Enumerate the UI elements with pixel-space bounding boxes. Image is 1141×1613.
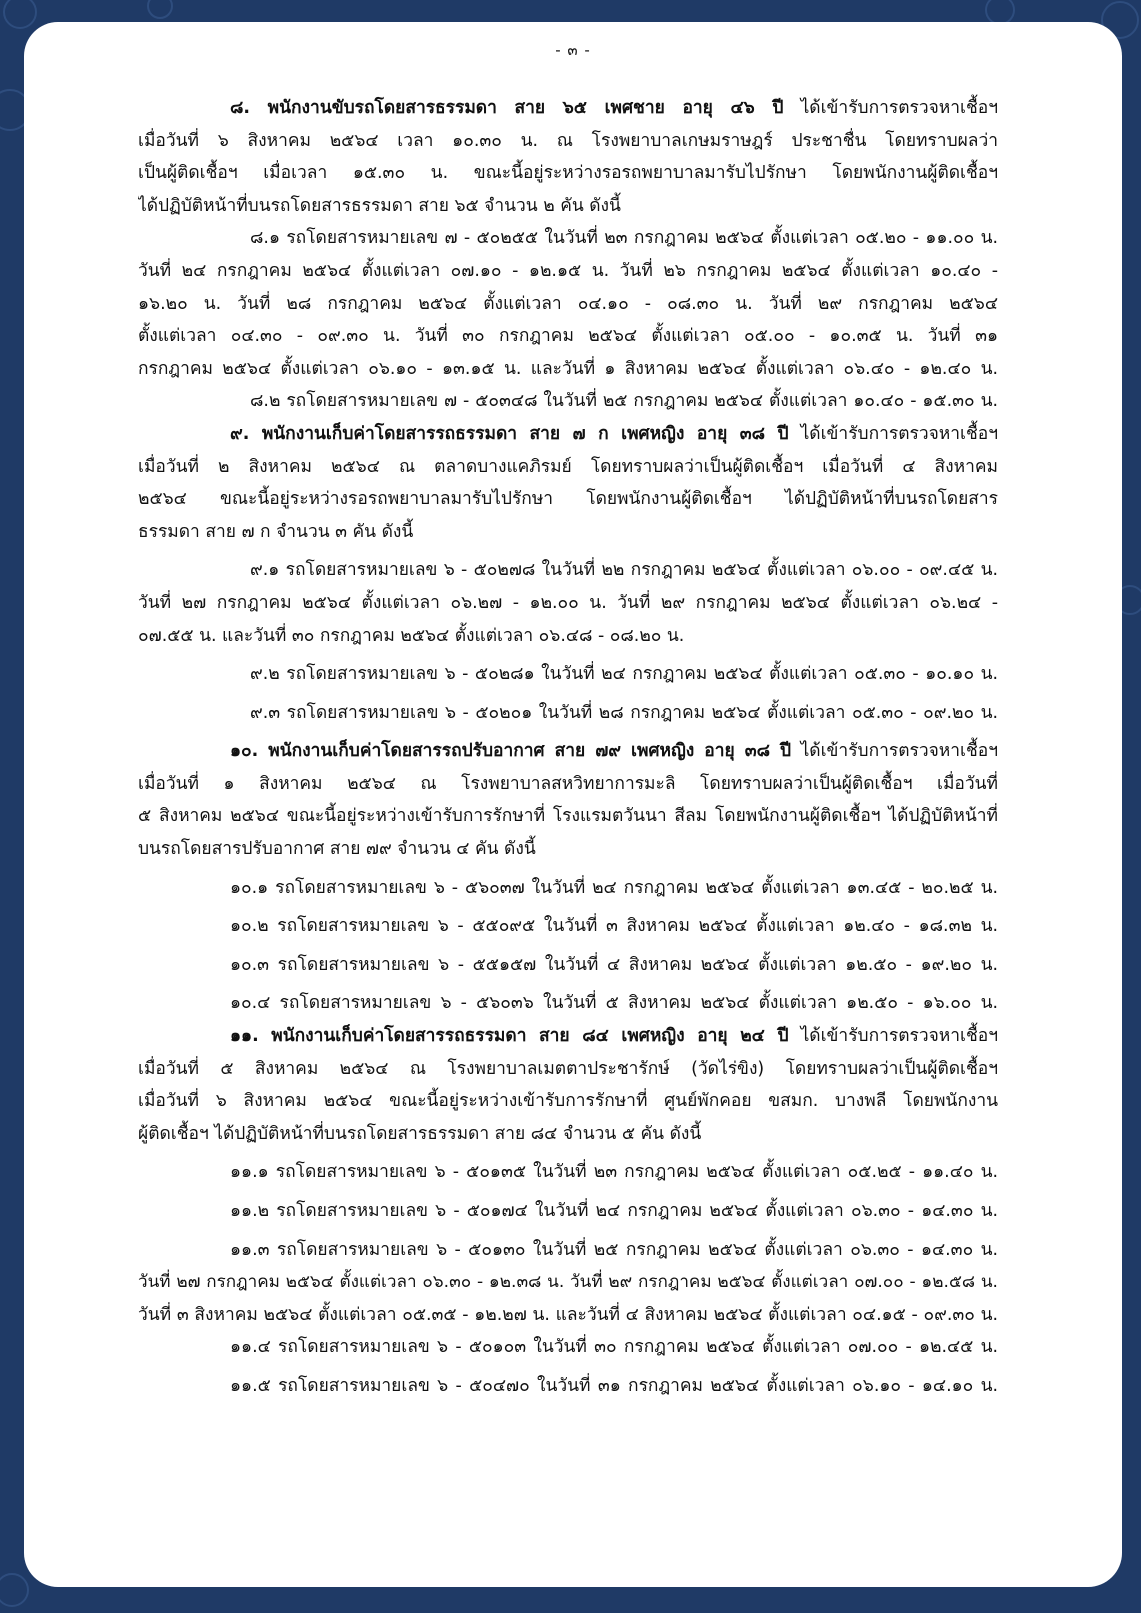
- sub-8-1-line-4: ตั้งแต่เวลา ๐๔.๓๐ - ๐๙.๓๐ น. วันที่ ๓๐ กรกฎาคม ๒๕๖๔ ตั้งแต่เวลา ๐๕.๐๐ - ๑๐.๓๕ น. วันที่ ๓๑: [138, 326, 998, 347]
- item-8-line-3: เป็นผู้ติดเชื้อฯ เมื่อเวลา ๑๕.๓๐ น. ขณะนี้อยู่ระหว่างรอรถพยาบาลมารับไปรักษา โดยพนักงานผู้ติดเชื้อฯ: [138, 163, 998, 184]
- document-body: [138, 92, 998, 1403]
- sub-8-2-line-1: ๘.๒ รถโดยสารหมายเลข ๗ - ๕๐๓๔๘ ในวันที่ ๒๕ กรกฎาคม ๒๕๖๔ ตั้งแต่เวลา ๑๐.๔๐ - ๑๕.๓๐ น.: [250, 391, 998, 412]
- sub-11-5-line-1: ๑๑.๕ รถโดยสารหมายเลข ๖ - ๕๐๔๗๐ ในวันที่ ๓๑ กรกฎาคม ๒๕๖๔ ตั้งแต่เวลา ๐๖.๑๐ - ๑๔.๑๐ น.: [230, 1375, 998, 1396]
- sub-10-1-line-1: ๑๐.๑ รถโดยสารหมายเลข ๖ - ๕๖๐๓๗ ในวันที่ ๒๔ กรกฎาคม ๒๕๖๔ ตั้งแต่เวลา ๑๓.๔๕ - ๒๐.๒๕ น.: [230, 877, 998, 898]
- item-11-line-3: เมื่อวันที่ ๖ สิงหาคม ๒๕๖๔ ขณะนี้อยู่ระหว่างเข้ารับการรักษาที่ ศูนย์พักคอย ขสมก. บางพลี โดยพนักงาน: [138, 1091, 998, 1112]
- item-11-line-2: เมื่อวันที่ ๕ สิงหาคม ๒๕๖๔ ณ โรงพยาบาลเมตตาประชารักษ์ (วัดไร่ขิง) โดยทราบผลว่าเป็นผู้ติดเชื้อฯ: [138, 1058, 998, 1079]
- item-9-heading: ๙. พนักงานเก็บค่าโดยสารรถธรรมดา สาย ๗ ก เพศหญิง อายุ ๓๘ ปี: [230, 423, 789, 444]
- sub-9-1-line-3: ๐๗.๕๕ น. และวันที่ ๓๐ กรกฎาคม ๒๕๖๔ ตั้งแต่เวลา ๐๖.๔๘ - ๐๘.๒๐ น.: [138, 625, 685, 646]
- item-9-line-3: ๒๕๖๔ ขณะนี้อยู่ระหว่างรอรถพยาบาลมารับไปรักษา โดยพนักงานผู้ติดเชื้อฯ ได้ปฏิบัติหน้าที่บนรถโดยสาร: [138, 489, 998, 510]
- sub-11-2-line-1: ๑๑.๒ รถโดยสารหมายเลข ๖ - ๕๐๑๗๔ ในวันที่ ๒๔ กรกฎาคม ๒๕๖๔ ตั้งแต่เวลา ๐๖.๓๐ - ๑๔.๓๐ น.: [230, 1201, 998, 1221]
- sub-10-2-line-1: ๑๐.๒ รถโดยสารหมายเลข ๖ - ๕๕๐๙๕ ในวันที่ ๓ สิงหาคม ๒๕๖๔ ตั้งแต่เวลา ๑๒.๔๐ - ๑๘.๓๒ น.: [230, 916, 998, 937]
- sub-9-2-line-1: ๙.๒ รถโดยสารหมายเลข ๖ - ๕๐๒๘๑ ในวันที่ ๒๔ กรกฎาคม ๒๕๖๔ ตั้งแต่เวลา ๐๕.๓๐ - ๑๐.๑๐ น.: [250, 664, 998, 685]
- item-11-heading: ๑๑. พนักงานเก็บค่าโดยสารรถธรรมดา สาย ๘๔ เพศหญิง อายุ ๒๔ ปี: [230, 1026, 789, 1047]
- sub-8-1-line-5: กรกฎาคม ๒๕๖๔ ตั้งแต่เวลา ๐๖.๑๐ - ๑๓.๑๕ น. และวันที่ ๑ สิงหาคม ๒๕๖๔ ตั้งแต่เวลา ๐๖.๔๐ - ๑๒.๔๐ น.: [138, 358, 998, 379]
- sub-10-4-line-1: ๑๐.๔ รถโดยสารหมายเลข ๖ - ๕๖๐๓๖ ในวันที่ ๕ สิงหาคม ๒๕๖๔ ตั้งแต่เวลา ๑๒.๕๐ - ๑๖.๐๐ น.: [230, 993, 998, 1014]
- sub-8-1-line-3: ๑๖.๒๐ น. วันที่ ๒๘ กรกฎาคม ๒๕๖๔ ตั้งแต่เวลา ๐๔.๑๐ - ๐๘.๓๐ น. วันที่ ๒๙ กรกฎาคม ๒๕๖๔: [138, 293, 998, 314]
- item-8-line-2: เมื่อวันที่ ๖ สิงหาคม ๒๕๖๔ เวลา ๑๐.๓๐ น. ณ โรงพยาบาลเกษมราษฎร์ ประชาชื่น โดยทราบผลว่า: [138, 130, 998, 151]
- sub-8-1-line-1: ๘.๑ รถโดยสารหมายเลข ๗ - ๕๐๒๕๕ ในวันที่ ๒๓ กรกฎาคม ๒๕๖๔ ตั้งแต่เวลา ๐๕.๒๐ - ๑๑.๐๐ น.: [250, 228, 998, 249]
- sub-10-3-line-1: ๑๐.๓ รถโดยสารหมายเลข ๖ - ๕๕๑๕๗ ในวันที่ ๔ สิงหาคม ๒๕๖๔ ตั้งแต่เวลา ๑๒.๕๐ - ๑๙.๒๐ น.: [230, 954, 998, 975]
- sub-9-1-line-1: ๙.๑ รถโดยสารหมายเลข ๖ - ๕๐๒๗๘ ในวันที่ ๒๒ กรกฎาคม ๒๕๖๔ ตั้งแต่เวลา ๐๖.๐๐ - ๐๙.๔๕ น.: [250, 560, 998, 581]
- sub-11-3-line-2: วันที่ ๒๗ กรกฎาคม ๒๕๖๔ ตั้งแต่เวลา ๐๖.๓๐ - ๑๒.๓๘ น. วันที่ ๒๙ กรกฎาคม ๒๕๖๔ ตั้งแต่เวลา ๐๗.๐๐ - ๑๒.๕๘ น.: [138, 1272, 998, 1293]
- item-9-line-4: ธรรมดา สาย ๗ ก จำนวน ๓ คัน ดังนี้: [138, 521, 414, 542]
- item-10-line-4: บนรถโดยสารปรับอากาศ สาย ๗๙ จำนวน ๔ คัน ดังนี้: [138, 839, 536, 860]
- page-number: - ๓ -: [555, 41, 591, 59]
- item-11-line-1: ๑๑. พนักงานเก็บค่าโดยสารรถธรรมดา สาย ๘๔ เพศหญิง อายุ ๒๔ ปี ได้เข้ารับการตรวจหาเชื้อฯ: [230, 1026, 998, 1047]
- sub-8-1-line-2: วันที่ ๒๔ กรกฎาคม ๒๕๖๔ ตั้งแต่เวลา ๐๗.๑๐ - ๑๒.๑๕ น. วันที่ ๒๖ กรกฎาคม ๒๕๖๔ ตั้งแต่เวลา ๑๐.๔๐ -: [138, 260, 998, 281]
- item-10-line-1: ๑๐. พนักงานเก็บค่าโดยสารรถปรับอากาศ สาย ๗๙ เพศหญิง อายุ ๓๘ ปี ได้เข้ารับการตรวจหาเชื้อฯ: [230, 741, 998, 762]
- sub-11-1-line-1: ๑๑.๑ รถโดยสารหมายเลข ๖ - ๕๐๑๓๕ ในวันที่ ๒๓ กรกฎาคม ๒๕๖๔ ตั้งแต่เวลา ๐๕.๒๕ - ๑๑.๔๐ น.: [230, 1162, 998, 1183]
- sub-9-1-line-2: วันที่ ๒๗ กรกฎาคม ๒๕๖๔ ตั้งแต่เวลา ๐๖.๒๗ - ๑๒.๐๐ น. วันที่ ๒๙ กรกฎาคม ๒๕๖๔ ตั้งแต่เวลา ๐๖.๒๔ -: [138, 592, 998, 613]
- sub-9-3-line-1: ๙.๓ รถโดยสารหมายเลข ๖ - ๕๐๒๐๑ ในวันที่ ๒๘ กรกฎาคม ๒๕๖๔ ตั้งแต่เวลา ๐๕.๓๐ - ๐๙.๒๐ น.: [250, 702, 998, 723]
- item-11-line-4: ผู้ติดเชื้อฯ ได้ปฏิบัติหน้าที่บนรถโดยสารธรรมดา สาย ๘๔ จำนวน ๕ คัน ดังนี้: [138, 1123, 702, 1144]
- item-10-line-3: ๕ สิงหาคม ๒๕๖๔ ขณะนี้อยู่ระหว่างเข้ารับการรักษาที่ โรงแรมตวันนา สีลม โดยพนักงานผู้ติดเชื้อฯ ได้ปฏิบัติหน้าที่: [138, 806, 998, 827]
- item-8-line-1: ๘. พนักงานขับรถโดยสารธรรมดา สาย ๖๕ เพศชาย อายุ ๔๖ ปี ได้เข้ารับการตรวจหาเชื้อฯ: [230, 98, 998, 118]
- item-10-line-2: เมื่อวันที่ ๑ สิงหาคม ๒๕๖๔ ณ โรงพยาบาลสหวิทยาการมะลิ โดยทราบผลว่าเป็นผู้ติดเชื้อฯ เมื่อวันที่: [138, 773, 998, 794]
- item-8-heading: ๘. พนักงานขับรถโดยสารธรรมดา สาย ๖๕ เพศชาย อายุ ๔๖ ปี: [230, 98, 784, 118]
- sub-11-4-line-1: ๑๑.๔ รถโดยสารหมายเลข ๖ - ๕๐๑๐๓ ในวันที่ ๓๐ กรกฎาคม ๒๕๖๔ ตั้งแต่เวลา ๐๗.๐๐ - ๑๒.๔๕ น.: [230, 1337, 998, 1358]
- sub-11-3-line-3: วันที่ ๓ สิงหาคม ๒๕๖๔ ตั้งแต่เวลา ๐๕.๓๕ - ๑๒.๒๗ น. และวันที่ ๔ สิงหาคม ๒๕๖๔ ตั้งแต่เวลา ๐๔.๑๕ - ๐๙.๓๐ น.: [138, 1304, 998, 1325]
- sub-11-3-line-1: ๑๑.๓ รถโดยสารหมายเลข ๖ - ๕๐๑๓๐ ในวันที่ ๒๕ กรกฎาคม ๒๕๖๔ ตั้งแต่เวลา ๐๖.๓๐ - ๑๔.๓๐ น.: [230, 1239, 998, 1260]
- item-8-line-4: ได้ปฏิบัติหน้าที่บนรถโดยสารธรรมดา สาย ๖๕ จำนวน ๒ คัน ดังนี้: [138, 195, 621, 216]
- item-10-heading: ๑๐. พนักงานเก็บค่าโดยสารรถปรับอากาศ สาย ๗๙ เพศหญิง อายุ ๓๘ ปี: [230, 741, 792, 762]
- item-9-line-1: ๙. พนักงานเก็บค่าโดยสารรถธรรมดา สาย ๗ ก เพศหญิง อายุ ๓๘ ปี ได้เข้ารับการตรวจหาเชื้อฯ: [230, 423, 998, 444]
- document-page: [24, 22, 1122, 1587]
- item-9-line-2: เมื่อวันที่ ๒ สิงหาคม ๒๕๖๔ ณ ตลาดบางแคภิรมย์ โดยทราบผลว่าเป็นผู้ติดเชื้อฯ เมื่อวันที่ ๔ สิงหาคม: [138, 456, 998, 477]
